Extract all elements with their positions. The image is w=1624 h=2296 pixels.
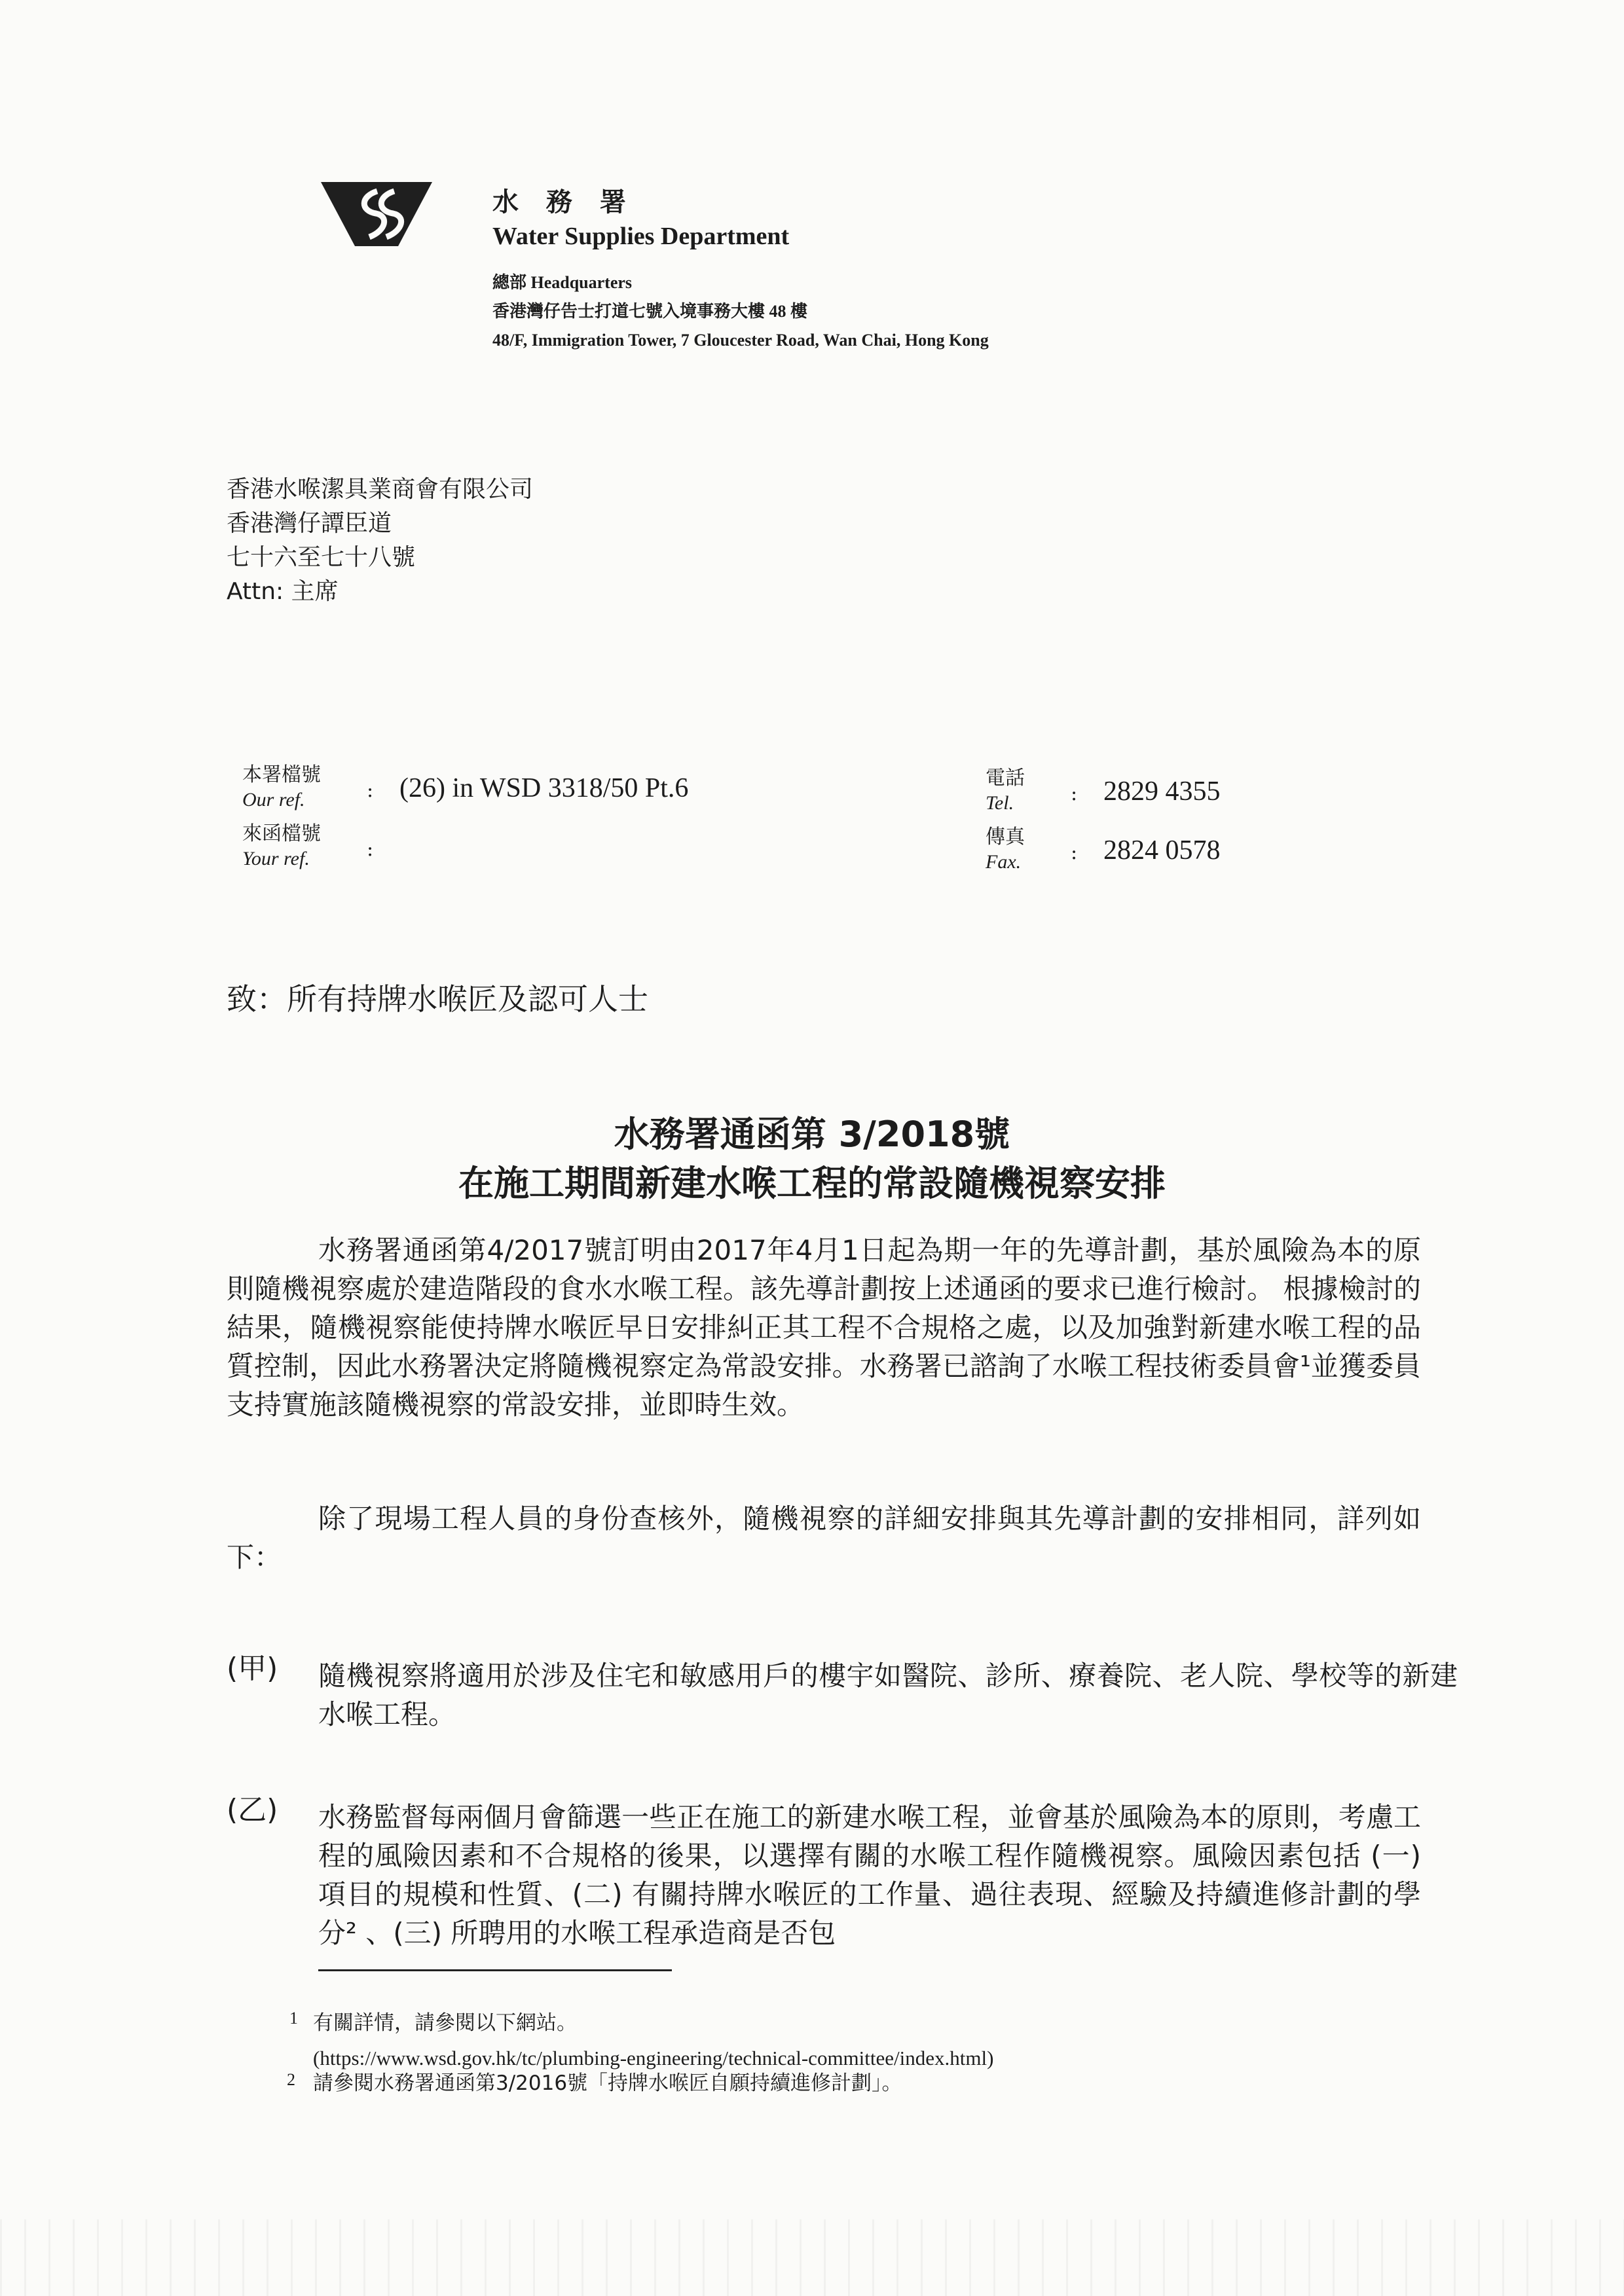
fax-label: 傳真 Fax. (986, 826, 1025, 873)
circular-subtitle: 在施工期間新建水喉工程的常設隨機視察安排 (458, 1163, 1166, 1204)
tel-label: 電話 Tel. (986, 767, 1025, 814)
footnote-1-number: 1 (289, 2009, 298, 2028)
fax-value: 2824 0578 (1103, 835, 1221, 866)
salutation: 致：所有持牌水喉匠及認可人士 (227, 981, 648, 1017)
footnote-1-text: 有關詳情，請參閱以下網站。 (313, 2011, 577, 2035)
body-paragraph-2: 除了現場工程人員的身份查核外，隨機視察的詳細安排與其先導計劃的安排相同，詳列如下： (227, 1503, 1421, 1573)
scan-artifact (0, 2219, 1624, 2296)
item-b-text: 水務監督每兩個月會篩選一些正在施工的新建水喉工程，並會基於風險為本的原則，考慮工程的風險因素和不合規格的後果，以選擇有關的水喉工程作隨機視察。風險因素包括 (一) 項目的規模和性質、(二) 有關持牌水喉匠的工作量、過往表現、經驗及持續進修計劃的學分² 、(三) 所聘用的水喉工程承造商是否包 (318, 1801, 1421, 1949)
circular-title: 水務署通函第 3/2018號 (614, 1114, 1010, 1155)
addressee-block (227, 473, 533, 609)
hq-address-zh: 香港灣仔告士打道七號入境事務大樓 48 樓 (492, 302, 808, 321)
hq-label: 總部 Headquarters (492, 273, 633, 292)
headquarters-address (492, 268, 989, 355)
department-name (492, 185, 789, 253)
addressee-line: 香港水喉潔具業商會有限公司 (227, 476, 534, 503)
addressee-line: 七十六至七十八號 (227, 544, 416, 571)
your-ref-label: 來函檔號 Your ref. (242, 822, 321, 869)
our-ref-value: (26) in WSD 3318/50 Pt.6 (399, 773, 689, 803)
tel-colon: : (1071, 782, 1078, 805)
item-a-text: 隨機視察將適用於涉及住宅和敏感用戶的樓宇如醫院、診所、療養院、老人院、學校等的新建水喉工程。 (318, 1660, 1458, 1730)
addressee-line: 香港灣仔譚臣道 (227, 510, 392, 537)
item-a-marker: (甲) (227, 1652, 278, 1685)
item-b-marker: (乙) (227, 1793, 278, 1827)
addressee-attn: Attn: 主席 (227, 578, 339, 605)
your-ref-colon: : (367, 838, 374, 861)
department-name-en: Water Supplies Department (492, 223, 790, 250)
body-paragraph-1: 水務署通函第4/2017號訂明由2017年4月1日起為期一年的先導計劃，基於風險為本的原則隨機視察處於建造階段的食水水喉工程。該先導計劃按上述通函的要求已進行檢討。 根據檢討的結果，隨機視察能使持牌水喉匠早日安排糾正其工程不合規格之處，以及加強對新建水喉工程的品質控制，因此水務署決定將隨機視察定為常設安排。水務署已諮詢了水喉工程技術委員會¹並獲委員支持實施該隨機視察的常設安排，並即時生效。 (227, 1234, 1421, 1421)
footnote-divider (318, 1969, 672, 1971)
our-ref-colon: : (367, 779, 374, 802)
footnote-2-text: 請參閱水務署通函第3/2016號「持牌水喉匠自願持續進修計劃」。 (313, 2071, 902, 2095)
hq-address-en: 48/F, Immigration Tower, 7 Gloucester Road, Wan Chai, Hong Kong (492, 331, 989, 350)
fax-colon: : (1071, 841, 1078, 864)
our-ref-label: 本署檔號 Our ref. (242, 763, 321, 811)
wsd-logo-icon (321, 177, 432, 249)
footnote-1-link: (https://www.wsd.gov.hk/tc/plumbing-engineering/technical-committee/index.html) (313, 2047, 994, 2069)
department-name-zh: 水 務 署 (492, 187, 635, 217)
tel-value: 2829 4355 (1103, 776, 1221, 807)
footnote-2-number: 2 (287, 2070, 295, 2089)
